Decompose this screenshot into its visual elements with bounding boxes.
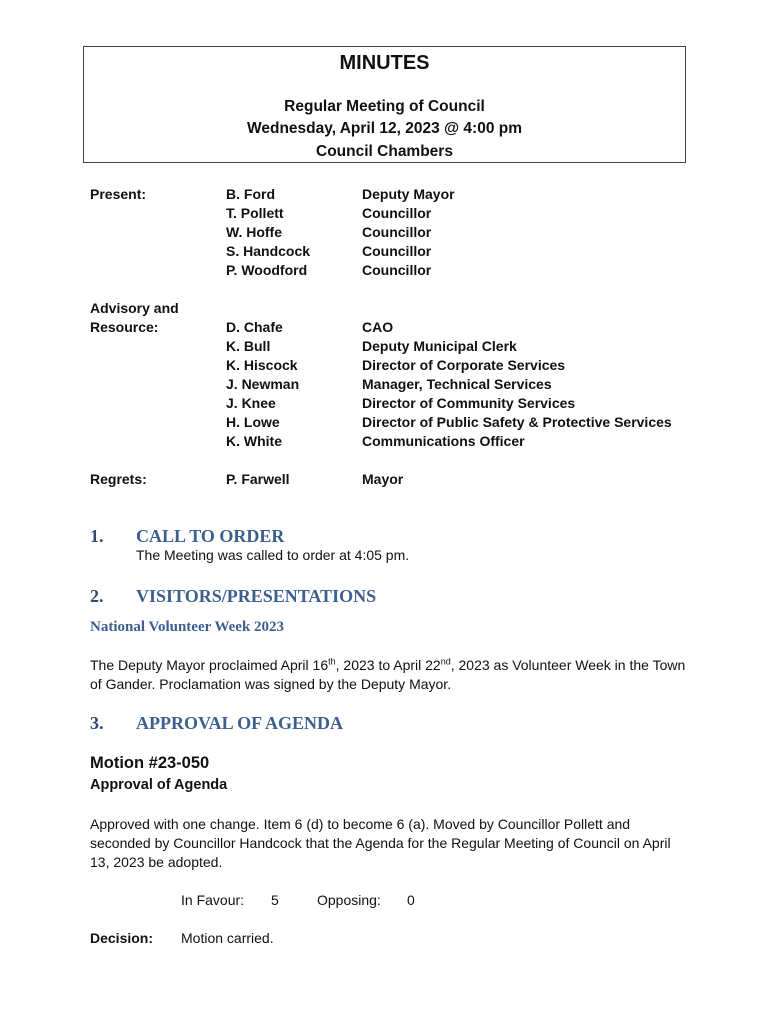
attendee-name: P. Woodford <box>226 262 308 278</box>
document-title: MINUTES <box>339 52 430 74</box>
section-number: 2. <box>90 586 104 606</box>
advisor-role: CAO <box>362 319 394 335</box>
section-number: 1. <box>90 526 104 546</box>
advisor-role: Director of Corporate Services <box>362 357 566 373</box>
meeting-location: Council Chambers <box>316 143 453 160</box>
motion-title: Approval of Agenda <box>90 777 228 793</box>
section-number: 3. <box>90 713 104 733</box>
attendee-name: B. Ford <box>226 186 275 202</box>
attendee-role: Councillor <box>362 243 432 259</box>
attendee-name: T. Pollett <box>226 205 284 221</box>
regrets-name: P. Farwell <box>226 471 290 487</box>
meeting-type: Regular Meeting of Council <box>284 98 485 115</box>
section-title-visitors: VISITORS/PRESENTATIONS <box>136 586 377 606</box>
advisor-name: K. Hiscock <box>226 357 298 373</box>
opposing-label: Opposing: <box>317 892 381 908</box>
advisory-label: Advisory and <box>90 300 179 316</box>
advisor-name: H. Lowe <box>226 414 280 430</box>
advisor-role: Communications Officer <box>362 433 525 449</box>
advisor-role: Director of Community Services <box>362 395 576 411</box>
decision-value: Motion carried. <box>181 930 274 946</box>
attendee-name: S. Handcock <box>226 243 311 259</box>
text-part: , 2023 to April 22 <box>335 657 441 673</box>
text-part: The Deputy Mayor proclaimed April 16 <box>90 657 329 673</box>
in-favour-count: 5 <box>271 892 279 908</box>
advisor-name: K. White <box>226 433 282 449</box>
advisor-role: Director of Public Safety & Protective Services <box>362 414 672 430</box>
resource-label: Resource: <box>90 319 159 335</box>
motion-number: Motion #23-050 <box>90 754 210 772</box>
attendee-name: W. Hoffe <box>226 224 282 240</box>
decision-label: Decision: <box>90 930 154 946</box>
opposing-count: 0 <box>407 892 415 908</box>
superscript: nd <box>440 656 451 667</box>
regrets-label: Regrets: <box>90 471 147 487</box>
motion-text: Approved with one change. Item 6 (d) to become 6 (a). Moved by Councillor Pollett and seconded by Councillor Handcock that the Agenda for the Regular Meeting of Council on April 13, 2023 be adopted. <box>90 816 671 870</box>
advisor-name: J. Knee <box>226 395 276 411</box>
regrets-role: Mayor <box>362 471 404 487</box>
attendee-role: Councillor <box>362 262 432 278</box>
advisor-role: Manager, Technical Services <box>362 376 552 392</box>
present-label: Present: <box>90 186 147 202</box>
in-favour-label: In Favour: <box>181 892 245 908</box>
superscript: th <box>328 656 336 667</box>
attendee-role: Councillor <box>362 205 432 221</box>
advisor-name: D. Chafe <box>226 319 283 335</box>
meeting-date: Wednesday, April 12, 2023 @ 4:00 pm <box>247 120 522 137</box>
call-to-order-text: The Meeting was called to order at 4:05 pm. <box>136 547 410 563</box>
advisor-name: J. Newman <box>226 376 300 392</box>
text-part: , 2023 as Volunteer Week in the Town of Gander. Proclamation was signed by the Deputy Mayor. <box>90 657 686 692</box>
section-title-call-to-order: CALL TO ORDER <box>136 526 285 546</box>
attendee-role: Councillor <box>362 224 432 240</box>
advisor-name: K. Bull <box>226 338 271 354</box>
section-title-approval-of-agenda: APPROVAL OF AGENDA <box>136 713 344 733</box>
advisor-role: Deputy Municipal Clerk <box>362 338 517 354</box>
attendee-role: Deputy Mayor <box>362 186 455 202</box>
subheading-volunteer-week: National Volunteer Week 2023 <box>90 619 285 635</box>
volunteer-week-text <box>90 656 690 694</box>
